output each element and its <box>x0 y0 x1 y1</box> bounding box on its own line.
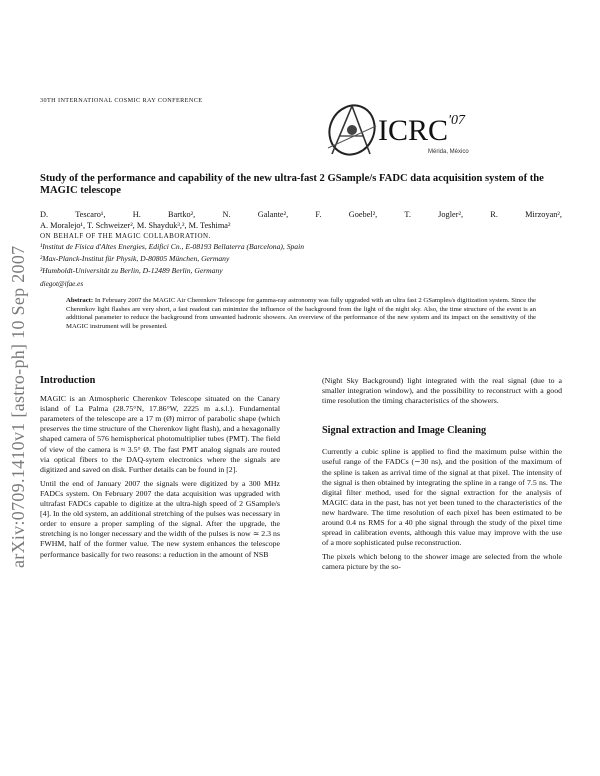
conference-header: 30TH INTERNATIONAL COSMIC RAY CONFERENCE <box>40 97 203 104</box>
icrc-logo <box>318 96 478 158</box>
abstract-block <box>66 297 536 332</box>
collaboration-note: ON BEHALF OF THE MAGIC COLLABORATION. <box>40 232 211 240</box>
author-line-2: A. Moralejo¹, T. Schweizer², M. Shayduk³,², M. Teshima² <box>40 220 231 230</box>
contact-email: diegot@ifae.es <box>40 280 84 288</box>
arxiv-identifier: arXiv:0709.1410v1 [astro-ph] 10 Sep 2007 <box>8 245 28 568</box>
abstract-text: In February 2007 the MAGIC Air Cherenkov Telescope for gamma-ray astronomy was fully upgraded with an ultra fast 2 GSamples/s digitization system. Since the Cherenkov light flashes are very short, a fast readout can minimize the influence of the background from the light of the night sky. Also, the time structure of the event is an additional parameter to reduce the background from unwanted hadronic showers. An overview of the performance of the new system and its impact on the sensitivity of the MAGIC instrument will be presented. <box>66 297 537 331</box>
author-list <box>40 210 562 242</box>
signal-paragraph-1: Currently a cubic spline is applied to find the maximum pulse within the useful range of the FADCs (∼30 ns), and the position of the maximum of the spline is taken as arrival time of the signal at that pixel. The intensity of the signal is then obtained by integrating the spline in a range of 7.5 ns. The digital filter method, used for the signal extraction for the analysis of MAGIC data in the past, has not yet been tuned to the characteristics of the new hardware. The time resolution of each pixel has been estimated to be around 0.4 ns RMS for a 40 phe signal through the study of the pixel time spread in calibration events, although this value may improve with the use of a more sophisticated pulse reconstruction. <box>322 447 562 548</box>
affiliation-1: ¹Institut de Física d'Altes Energies, Edifici Cn., E-08193 Bellaterra (Barcelona), Spain <box>40 242 305 251</box>
author-line-1: D. Tescaro¹, H. Bartko², N. Galante², F. Goebel², T. Jogler², R. Mirzoyan², <box>40 210 562 219</box>
intro-paragraph-2: Until the end of January 2007 the signals were digitized by a 300 MHz FADCs system. On February 2007 the data acquisition was upgraded with ultrafast FADCs capable to digitize at the ultra-high speed of 2 GSample/s [4]. In the old system, an additional stretching of the pulses was necessary in order to ensure a proper sampling of the signal. After the upgrade, the stretching is no longer necessary and the width of the pulses is now ≃ 2.3 ns FWHM, half of the former value. The new system enhances the telescope performance basically for two reasons: a reduction in the amount of NSB <box>40 478 280 559</box>
left-column <box>40 376 280 564</box>
logo-year-text: '07 <box>448 113 465 128</box>
section-heading-signal-extraction: Signal extraction and Image Cleaning <box>322 425 487 437</box>
logo-main-text: ICRC <box>378 114 449 147</box>
intro-paragraph-1: MAGIC is an Atmospheric Cherenkov Telescope situated on the Canary island of La Palma (28.75°N, 17.86°W, 2225 m a.s.l.). Fundamental parameters of the telescope are a 17 m (Ø) mirror of parabolic shape (which preserves the time structure of the Cherenkov light flash), and a hexagonally shaped camera of 576 hemispherical photomultiplier tubes (PMT). The field of view of the camera is ≈ 3.5° Ø. The fast PMT analog signals are routed via optical fibers to the DAQ-sytem electronics where the signals are digitized and saved on disk. Further details can be found in [2]. <box>40 394 280 474</box>
affiliation-2: ²Max-Planck-Institut für Physik, D-80805 München, Germany <box>40 254 230 263</box>
right-column <box>322 376 562 577</box>
telescope-icon <box>321 98 382 158</box>
signal-paragraph-2: The pixels which belong to the shower image are selected from the whole camera picture by the so- <box>322 552 562 572</box>
affiliation-3: ³Humboldt-Universität zu Berlin, D-12489 Berlin, Germany <box>40 266 223 275</box>
section-heading-introduction: Introduction <box>40 375 96 386</box>
intro-paragraph-continuation: (Night Sky Background) light integrated with the real signal (due to a smaller integration window), and the possibility to reconstruct with a good time resolution the timing characteristics of the showers. <box>322 376 562 406</box>
paper-title: Study of the performance and capability of the new ultra-fast 2 GSample/s FADC data acquisition system of the MAGIC telescope <box>40 173 544 196</box>
abstract-label: Abstract: <box>66 297 94 304</box>
logo-location-text: Mérida, México <box>428 149 469 155</box>
